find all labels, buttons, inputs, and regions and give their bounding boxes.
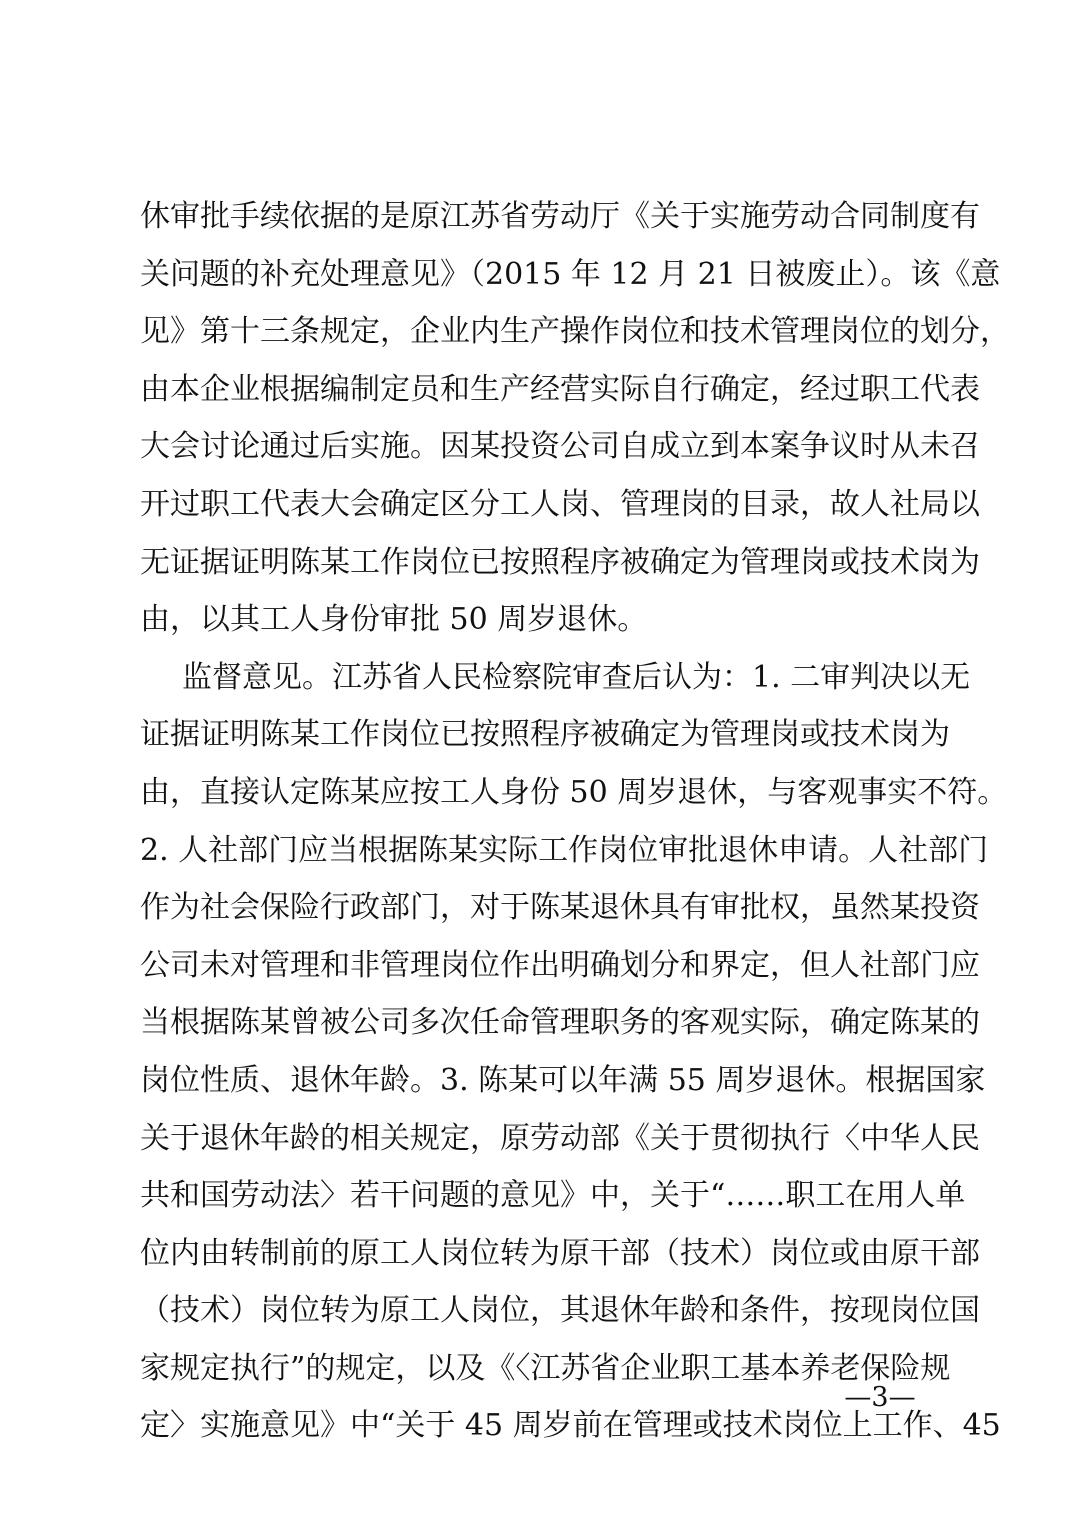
text-line: 由，直接认定陈某应按工人身份 50 周岁退休，与客观事实不符。 [140,774,1008,810]
text-line: 作为社会保险行政部门，对于陈某退休具有审批权，虽然某投资 [140,890,980,926]
text-line: 位内由转制前的原工人岗位转为原干部（技术）岗位或由原干部 [140,1235,980,1271]
text-line: 定〉实施意见》中“关于 45 周岁前在管理或技术岗位上工作、45 [140,1408,1001,1444]
body-text [140,188,1010,1455]
text-line: 关于退休年龄的相关规定，原劳动部《关于贯彻执行〈中华人民 [140,1120,980,1156]
text-line: 共和国劳动法〉若干问题的意见》中，关于“……职工在用人单 [140,1178,966,1214]
text-line: 休审批手续依据的是原江苏省劳动厅《关于实施劳动合同制度有 [140,199,980,234]
paragraph-1 [140,188,1010,649]
paragraph-2 [140,649,1008,1455]
text-line: 关问题的补充处理意见》（2015 年 12 月 21 日被废止）。该《意 [140,256,1001,292]
text-line: （技术）岗位转为原工人岗位，其退休年龄和条件，按现岗位国 [140,1293,980,1329]
text-line: 无证据证明陈某工作岗位已按照程序被确定为管理岗或技术岗为 [140,544,980,580]
text-line: 见》第十三条规定，企业内生产操作岗位和技术管理岗位的划分， [140,314,1010,350]
text-line: 当根据陈某曾被公司多次任命管理职务的客观实际，确定陈某的 [140,1005,980,1041]
text-line: 证据证明陈某工作岗位已按照程序被确定为管理岗或技术岗为 [140,717,950,753]
text-line: 大会讨论通过后实施。因某投资公司自成立到本案争议时从未召 [140,429,980,465]
text-line: 监督意见。江苏省人民检察院审查后认为：1. 二审判决以无 [182,659,971,695]
text-line: 由本企业根据编制定员和生产经营实际自行确定，经过职工代表 [140,371,980,407]
text-line: 开过职工代表大会确定区分工人岗、管理岗的目录，故人社局以 [140,486,980,522]
text-line: 家规定执行”的规定，以及《〈江苏省企业职工基本养老保险规 [140,1350,951,1386]
text-line: 岗位性质、退休年龄。3. 陈某可以年满 55 周岁退休。根据国家 [140,1062,986,1098]
text-line: 由，以其工人身份审批 50 周岁退休。 [140,602,648,638]
page-number: —3— [844,1382,916,1413]
text-line: 2. 人社部门应当根据陈某实际工作岗位审批退休申请。人社部门 [140,832,989,868]
text-line: 公司未对管理和非管理岗位作出明确划分和界定，但人社部门应 [140,947,980,983]
